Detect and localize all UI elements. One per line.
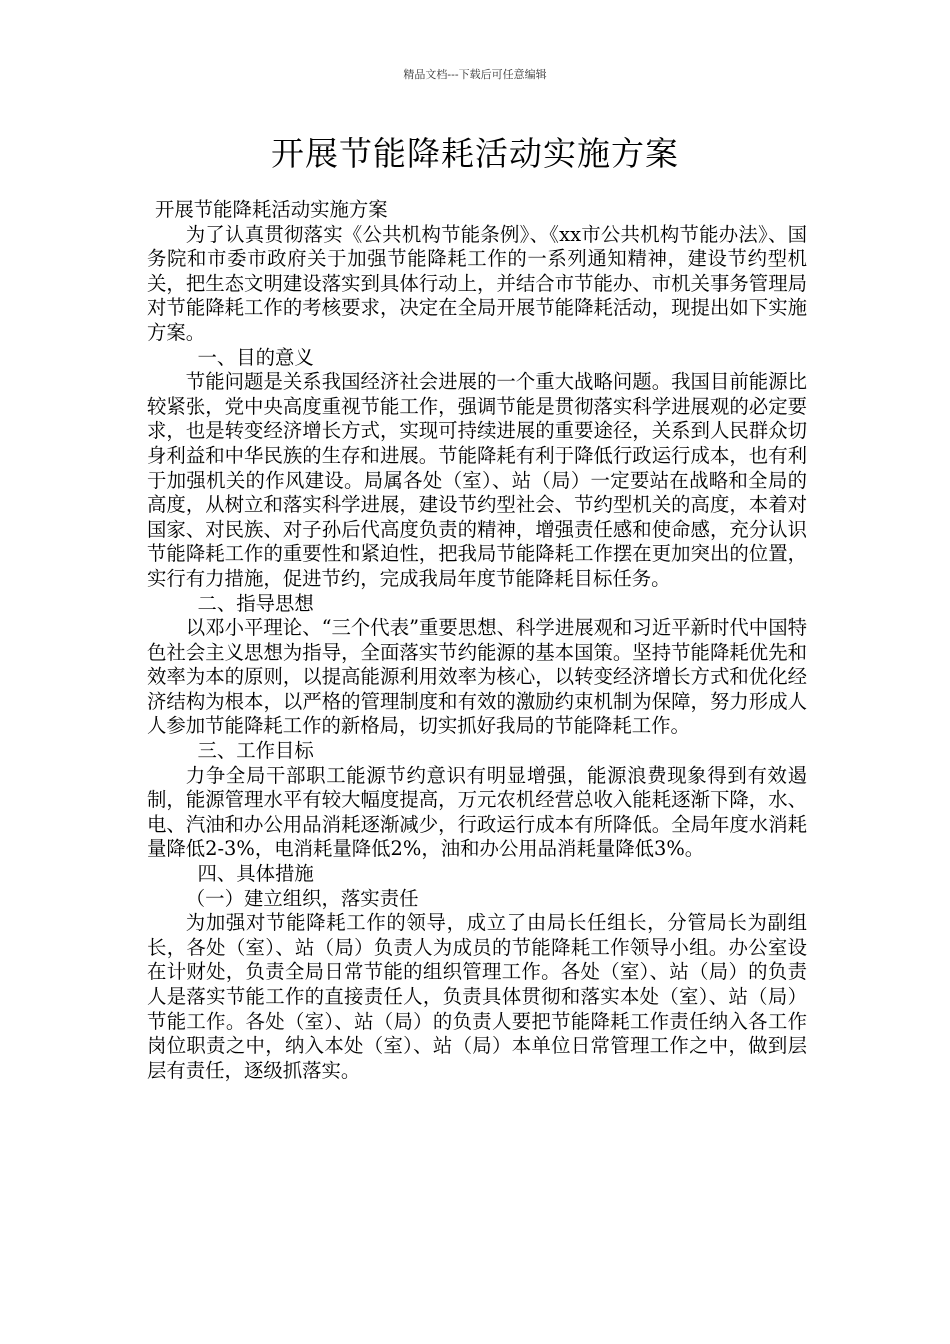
page-header-note: 精品文档---下载后可任意编辑 (403, 68, 547, 81)
section-paragraph-measures: 为加强对节能降耗工作的领导，成立了由局长任组长，分管局长为副组长，各处（室）、站（局）负责人为成员的节能降耗工作领导小组。办公室设在计财处，负责全局日常节能的组织管理工作。各处（室）、站（局）的负责人是落实节能工作的直接责任人，负责具体贯彻和落实本处（室）、站（局）节能工作。各处（室）、站（局）的负责人要把节能降耗工作责任纳入各工作岗位职责之中，纳入本处（室）、站（局）本单位日常管理工作之中，做到层层有责任，逐级抓落实。 (147, 911, 807, 1082)
intro-paragraph: 为了认真贯彻落实《公共机构节能条例》、《xx市公共机构节能办法》、国务院和市委市政府关于加强节能降耗工作的一系列通知精神，建设节约型机关，把生态文明建设落实到具体行动上，并结合市节能办、市机关事务管理局对节能降耗工作的考核要求，决定在全局开展节能降耗活动，现提出如下实施方案。 (147, 222, 807, 344)
section-heading-purpose: 一、目的意义 (197, 345, 314, 369)
section-heading-measures: 四、具体措施 (197, 862, 314, 886)
section-subheading-organization: （一）建立组织，落实责任 (185, 886, 419, 910)
document-title: 开展节能降耗活动实施方案 (271, 134, 679, 173)
document-subtitle: 开展节能降耗活动实施方案 (155, 198, 388, 221)
document-body (147, 198, 807, 1083)
section-paragraph-guiding-thought: 以邓小平理论、“三个代表”重要思想、科学进展观和习近平新时代中国特色社会主义思想为指导，全面落实节约能源的基本国策。坚持节能降耗优先和效率为本的原则，以提高能源利用效率为核心，以转变经济增长方式和优化经济结构为根本，以严格的管理制度和有效的激励约束机制为保障，努力形成人人参加节能降耗工作的新格局，切实抓好我局的节能降耗工作。 (147, 616, 807, 738)
section-heading-guiding-thought: 二、指导思想 (197, 591, 314, 615)
section-paragraph-work-goals: 力争全局干部职工能源节约意识有明显增强，能源浪费现象得到有效遏制，能源管理水平有较大幅度提高，万元农机经营总收入能耗逐渐下降，水、电、汽油和办公用品消耗逐渐减少，行政运行成本有所降低。全局年度水消耗量降低2-3%，电消耗量降低2%，油和办公用品消耗量降低3%。 (147, 763, 807, 861)
section-paragraph-purpose: 节能问题是关系我国经济社会进展的一个重大战略问题。我国目前能源比较紧张，党中央高度重视节能工作，强调节能是贯彻落实科学进展观的必定要求，也是转变经济增长方式，实现可持续进展的重要途径，关系到人民群众切身利益和中华民族的生存和进展。节能降耗有利于降低行政运行成本，也有利于加强机关的作风建设。局属各处（室）、站（局）一定要站在战略和全局的高度，从树立和落实科学进展，建设节约型社会、节约型机关的高度，本着对国家、对民族、对子孙后代高度负责的精神，增强责任感和使命感，充分认识节能降耗工作的重要性和紧迫性，把我局节能降耗工作摆在更加突出的位置，实行有力措施，促进节约，完成我局年度节能降耗目标任务。 (147, 370, 807, 590)
section-heading-work-goals: 三、工作目标 (197, 739, 314, 763)
